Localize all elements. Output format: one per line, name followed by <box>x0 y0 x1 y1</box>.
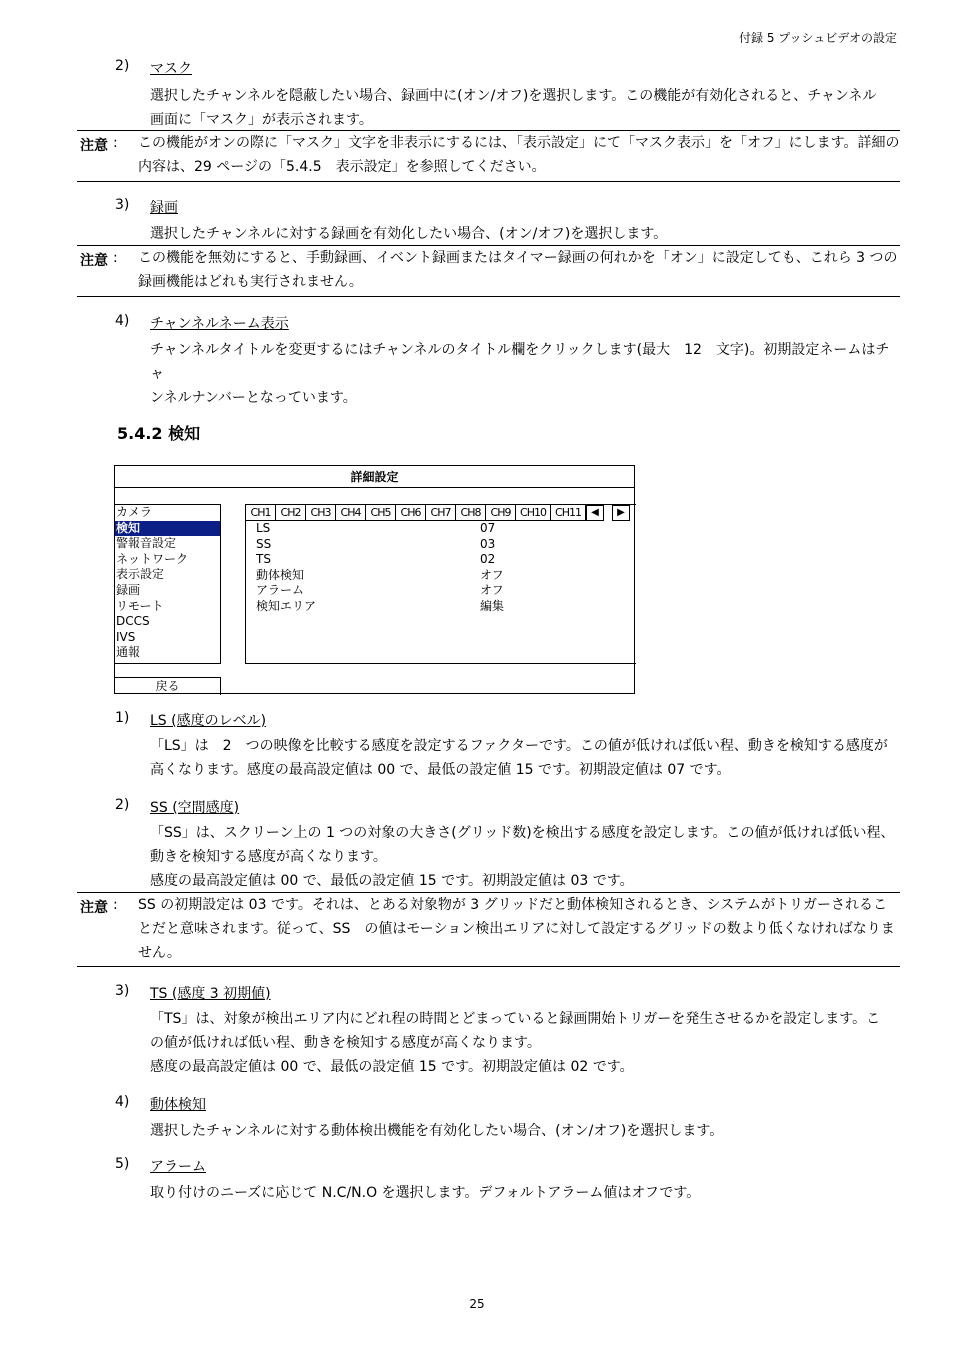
item-description: 選択したチャンネルに対する動体検出機能を有効化したい場合、(オン/オフ)を選択します。 <box>150 1123 724 1139</box>
next-channel-arrow-icon[interactable]: ▶ <box>612 505 630 521</box>
item-description: 「TS」は、対象が検出エリア内にどれ程の時間とどまっていると録画開始トリガーを発生させるかを設定します。こ の値が低ければ低い程、動きを検知する感度が高くなります。 感度の最高設定値は 00 で、最低の設定値 15 です。初期設定値は 02 です。 <box>150 1011 881 1075</box>
menu-item-notify[interactable]: 通報 <box>116 645 141 660</box>
setting-label: LS <box>256 521 271 535</box>
item-title-mask: マスク <box>150 61 192 77</box>
item-title-ls: LS (感度のレベル) <box>150 713 267 729</box>
item-title-motion: 動体検知 <box>150 1097 206 1113</box>
note-colon: : <box>113 135 118 151</box>
menu-item-record[interactable]: 録画 <box>116 582 141 597</box>
channel-tabs <box>246 505 630 521</box>
setting-label: 動体検知 <box>256 567 305 582</box>
settings-menu <box>115 504 221 664</box>
item-description: 選択したチャンネルに対する録画を有効化したい場合、(オン/オフ)を選択します。 <box>150 226 668 242</box>
menu-item-display[interactable]: 表示設定 <box>116 567 165 582</box>
note-colon: : <box>113 897 118 913</box>
back-button[interactable]: 戻る <box>115 677 221 695</box>
item-description: 選択したチャンネルを隠蔽したい場合、録画中に(オン/オフ)を選択します。この機能が有効化されると、チャンネル 画面に「マスク」が表示されます。 <box>150 88 877 128</box>
note-colon: : <box>113 250 118 266</box>
tab-ch6[interactable]: CH6 <box>396 505 426 521</box>
note-text: SS の初期設定は 03 です。それは、とある対象物が 3 グリッドだと動体検知されるとき、システムがトリガーされるこ とだと意味されます。従って、SS の値はモーション検出エリアに対して設定するグリッドの数より低くなければなりま せん。 <box>138 897 895 961</box>
tab-ch1[interactable]: CH1 <box>246 505 276 521</box>
setting-label: 検知エリア <box>256 599 317 613</box>
panel-title: 詳細設定 <box>115 466 634 488</box>
divider <box>77 296 900 297</box>
note-label: 注意 <box>80 138 108 154</box>
setting-value[interactable]: 03 <box>480 536 496 551</box>
setting-label: SS <box>256 536 272 551</box>
note-text: この機能がオンの際に「マスク」文字を非表示にするには、「表示設定」にて「マスク表示」を「オフ」にします。詳細の 内容は、29 ページの「5.4.5 表示設定」を参照してください。 <box>138 135 900 175</box>
setting-row-ts[interactable] <box>256 552 626 568</box>
item-number: 5) <box>115 1156 130 1172</box>
divider <box>77 966 900 967</box>
page-number: 25 <box>469 1297 485 1311</box>
note-text: この機能を無効にすると、手動録画、イベント録画またはタイマー録画の何れかを「オン」に設定しても、これら 3 つの 録画機能はどれも実行されません。 <box>138 250 898 290</box>
divider <box>77 181 900 182</box>
advanced-settings-panel <box>114 465 635 694</box>
item-number: 3) <box>115 983 130 999</box>
item-description: 「SS」は、スクリーン上の 1 つの対象の大きさ(グリッド数)を検出する感度を設定します。この値が低ければ低い程、 動きを検知する感度が高くなります。 感度の最高設定値は 00 で、最低の設定値 15 です。初期設定値は 03 です。 <box>150 825 895 889</box>
setting-value[interactable]: 02 <box>480 552 496 567</box>
tab-ch10[interactable]: CH10 <box>516 505 551 521</box>
setting-row-alarm[interactable] <box>256 583 626 599</box>
tab-ch8[interactable]: CH8 <box>456 505 486 521</box>
setting-label: アラーム <box>256 583 305 598</box>
item-title-record: 録画 <box>150 200 178 216</box>
note-label: 注意 <box>80 900 108 916</box>
tab-ch11[interactable]: CH11 <box>551 505 586 521</box>
setting-row-motion[interactable] <box>256 568 626 584</box>
item-title-ss: SS (空間感度) <box>150 800 240 816</box>
item-title-ts: TS (感度 3 初期値) <box>150 986 271 1002</box>
setting-label: TS <box>256 552 271 567</box>
setting-value[interactable]: 07 <box>480 521 496 535</box>
prev-channel-arrow-icon[interactable]: ◀ <box>586 505 604 521</box>
setting-value[interactable]: オフ <box>480 583 504 598</box>
section-title: 5.4.2 検知 <box>117 424 201 443</box>
tab-ch3[interactable]: CH3 <box>306 505 336 521</box>
item-title-channel-name: チャンネルネーム表示 <box>150 316 289 332</box>
tab-ch9[interactable]: CH9 <box>486 505 516 521</box>
item-number: 2) <box>115 58 130 74</box>
item-description: 取り付けのニーズに応じて N.C/N.O を選択します。デフォルトアラーム値はオフです。 <box>150 1185 701 1201</box>
setting-row-ls[interactable] <box>256 521 626 537</box>
item-number: 2) <box>115 797 130 813</box>
tab-ch5[interactable]: CH5 <box>366 505 396 521</box>
note-label: 注意 <box>80 253 108 269</box>
detection-content <box>245 504 636 664</box>
setting-value[interactable]: 編集 <box>480 599 505 613</box>
tab-ch2[interactable]: CH2 <box>276 505 306 521</box>
setting-value[interactable]: オフ <box>480 567 504 582</box>
setting-row-detect-area[interactable] <box>256 599 626 615</box>
menu-item-dccs[interactable]: DCCS <box>116 614 150 629</box>
item-number: 3) <box>115 197 130 213</box>
setting-row-ss[interactable] <box>256 537 626 553</box>
tab-ch4[interactable]: CH4 <box>336 505 366 521</box>
menu-item-buzzer[interactable]: 警報音設定 <box>116 536 177 551</box>
menu-item-detection[interactable]: 検知 <box>115 521 220 537</box>
item-title-alarm: アラーム <box>150 1159 206 1175</box>
item-description: チャンネルタイトルを変更するにはチャンネルのタイトル欄をクリックします(最大 12 文字)。初期設定ネームはチャ ンネルナンバーとなっています。 <box>150 342 890 406</box>
menu-item-network[interactable]: ネットワーク <box>116 551 189 566</box>
menu-item-ivs[interactable]: IVS <box>116 629 136 644</box>
tab-ch7[interactable]: CH7 <box>426 505 456 521</box>
menu-item-remote[interactable]: リモート <box>116 598 164 613</box>
item-description: 「LS」は 2 つの映像を比較する感度を設定するファクターです。この値が低ければ低い程、動きを検知する感度が 高くなります。感度の最高設定値は 00 で、最低の設定値 15 です。初期設定値は 07 です。 <box>150 738 888 778</box>
page-header: 付録 5 プッシュビデオの設定 <box>739 31 897 45</box>
item-number: 4) <box>115 1094 130 1110</box>
item-number: 1) <box>115 710 130 726</box>
item-number: 4) <box>115 313 130 329</box>
menu-item-camera[interactable]: カメラ <box>116 505 153 519</box>
